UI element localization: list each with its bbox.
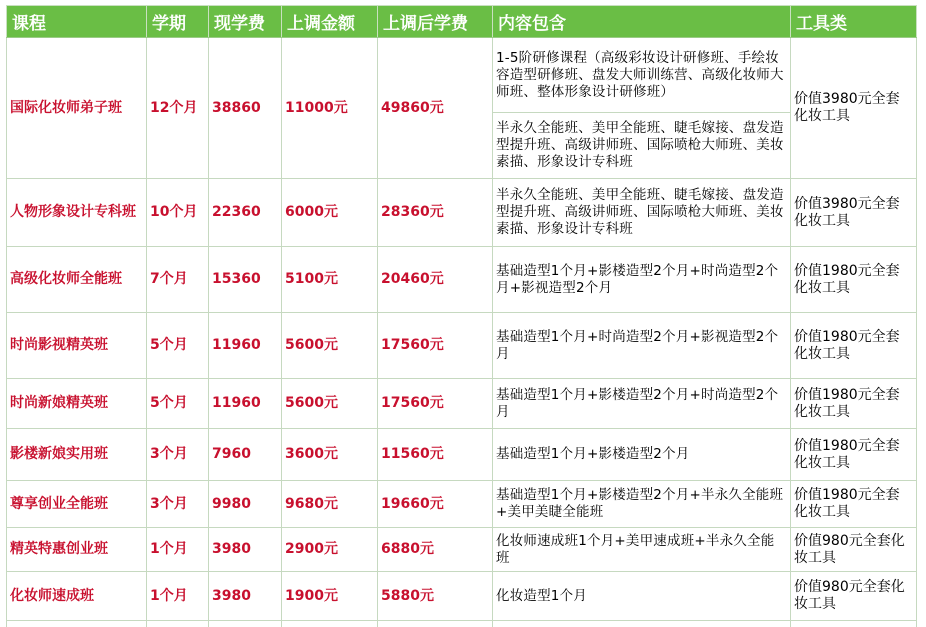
course-term: 3个月	[147, 429, 209, 481]
raise-amount: 3600元	[282, 429, 378, 481]
course-content: 基础造型1个月+时尚造型2个月+影视造型2个月	[493, 313, 791, 379]
course-name: 国际化妆师弟子班	[7, 38, 147, 179]
table-row	[7, 572, 917, 621]
header-new-fee: 上调后学费	[378, 6, 493, 38]
course-name: 人物形象设计专科班	[7, 179, 147, 247]
current-fee: 9980	[209, 481, 282, 528]
new-fee: 20460元	[378, 247, 493, 313]
current-fee: 7960	[209, 429, 282, 481]
raise-amount: 11000元	[282, 38, 378, 179]
course-tools: 价值1980元全套化妆工具	[791, 379, 917, 429]
course-content: 1-5阶研修课程（高级彩妆设计研修班、手绘妆容造型研修班、盘发大师训练营、高级化妆师大师班、整体形象设计研修班）	[493, 38, 791, 113]
new-fee: 19660元	[378, 481, 493, 528]
current-fee: 11960	[209, 313, 282, 379]
new-fee: 17560元	[378, 379, 493, 429]
new-fee: 11560元	[378, 429, 493, 481]
new-fee: 49860元	[378, 38, 493, 179]
course-tools: 价值1980元全套化妆工具	[791, 313, 917, 379]
course-term: 1个月	[147, 572, 209, 621]
current-fee: 11960	[209, 379, 282, 429]
raise-amount: 6000元	[282, 179, 378, 247]
course-term: 3个月	[147, 481, 209, 528]
course-tools: 价值980元全套化妆工具	[791, 528, 917, 572]
header-term: 学期	[147, 6, 209, 38]
course-content: 化妆造型1个月	[493, 572, 791, 621]
course-name: 精英特惠创业班	[7, 528, 147, 572]
course-content: 基础造型1个月+影楼造型2个月+时尚造型2个月+影视造型2个月	[493, 247, 791, 313]
course-name: 尊享创业全能班	[7, 481, 147, 528]
course-content: 基础造型1个月+影楼造型2个月+时尚造型2个月	[493, 379, 791, 429]
header-current-fee: 现学费	[209, 6, 282, 38]
current-fee: 22360	[209, 179, 282, 247]
course-tools: 价值3980元全套化妆工具	[791, 38, 917, 179]
course-tools: 价值1980元全套化妆工具	[791, 247, 917, 313]
table-row-cutoff	[7, 621, 917, 627]
raise-amount: 9680元	[282, 481, 378, 528]
table-row	[7, 179, 917, 247]
header-row	[7, 6, 917, 38]
course-tools: 价值1980元全套化妆工具	[791, 481, 917, 528]
course-content: 基础造型1个月+影楼造型2个月+半永久全能班+美甲美睫全能班	[493, 481, 791, 528]
current-fee: 3980	[209, 572, 282, 621]
new-fee: 17560元	[378, 313, 493, 379]
table-row	[7, 481, 917, 528]
header-raise-amount: 上调金额	[282, 6, 378, 38]
new-fee: 6880元	[378, 528, 493, 572]
course-name: 高级化妆师全能班	[7, 247, 147, 313]
course-content: 化妆师速成班1个月+美甲速成班+半永久全能班	[493, 528, 791, 572]
course-name: 化妆师速成班	[7, 572, 147, 621]
table-row	[7, 379, 917, 429]
new-fee: 5880元	[378, 572, 493, 621]
table-row	[7, 313, 917, 379]
course-term: 1个月	[147, 528, 209, 572]
tuition-table	[6, 5, 917, 627]
header-content: 内容包含	[493, 6, 791, 38]
course-content: 半永久全能班、美甲全能班、睫毛嫁接、盘发造型提升班、高级讲师班、国际喷枪大师班、美妆素描、形象设计专科班	[493, 113, 791, 179]
course-content: 基础造型1个月+影楼造型2个月	[493, 429, 791, 481]
header-course: 课程	[7, 6, 147, 38]
course-term: 5个月	[147, 379, 209, 429]
course-term: 12个月	[147, 38, 209, 179]
table-row	[7, 247, 917, 313]
course-tools: 价值1980元全套化妆工具	[791, 429, 917, 481]
course-name: 影楼新娘实用班	[7, 429, 147, 481]
raise-amount: 1900元	[282, 572, 378, 621]
course-tools: 价值980元全套化妆工具	[791, 572, 917, 621]
course-term: 5个月	[147, 313, 209, 379]
header-tools: 工具类	[791, 6, 917, 38]
new-fee: 28360元	[378, 179, 493, 247]
course-content: 半永久全能班、美甲全能班、睫毛嫁接、盘发造型提升班、高级讲师班、国际喷枪大师班、美妆素描、形象设计专科班	[493, 179, 791, 247]
table-row	[7, 429, 917, 481]
course-term: 10个月	[147, 179, 209, 247]
current-fee: 38860	[209, 38, 282, 179]
raise-amount: 5600元	[282, 313, 378, 379]
course-name: 时尚新娘精英班	[7, 379, 147, 429]
current-fee: 15360	[209, 247, 282, 313]
table-row	[7, 38, 917, 113]
table-row	[7, 528, 917, 572]
raise-amount: 2900元	[282, 528, 378, 572]
course-name: 时尚影视精英班	[7, 313, 147, 379]
course-tools: 价值3980元全套化妆工具	[791, 179, 917, 247]
raise-amount: 5600元	[282, 379, 378, 429]
course-term: 7个月	[147, 247, 209, 313]
raise-amount: 5100元	[282, 247, 378, 313]
current-fee: 3980	[209, 528, 282, 572]
